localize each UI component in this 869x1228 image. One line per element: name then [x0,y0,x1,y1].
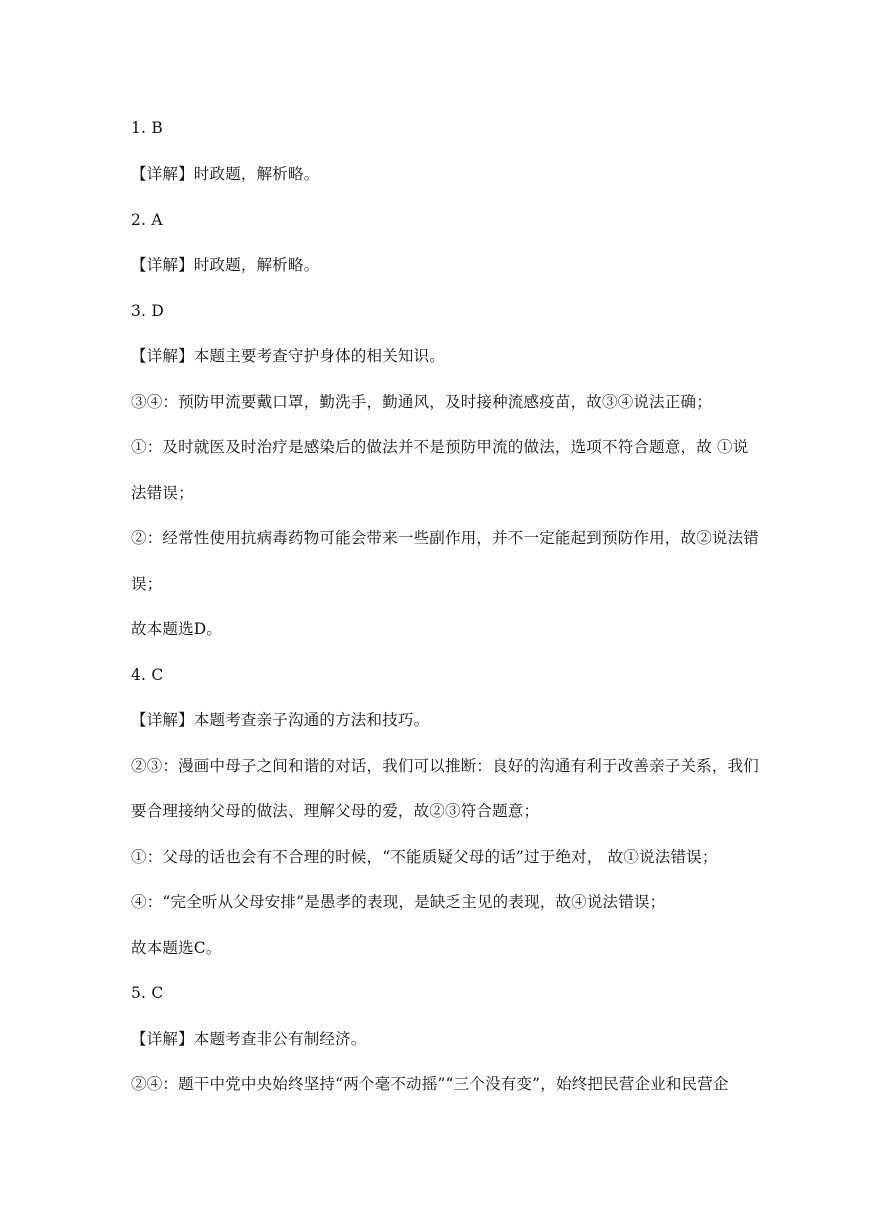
explanation-line: 要合理接纳父母的做法、理解父母的爱，故②③符合题意； [131,802,540,820]
explanation-line: 【详解】本题考查非公有制经济。 [131,1030,367,1048]
answer-number-3: 3. D [131,302,164,320]
explanation-line: 误； [131,575,163,593]
answer-number-1: 1. B [131,119,163,137]
explanation-line: ①：父母的话也会有不合理的时候，“不能质疑父母的话”过于绝对， 故①说法错误； [131,848,718,866]
explanation-line: ③④：预防甲流要戴口罩，勤洗手，勤通风，及时接种流感疫苗，故③④说法正确； [131,393,712,411]
explanation-line: ④：“完全听从父母安排”是愚孝的表现，是缺乏主见的表现，故④说法错误； [131,893,666,911]
explanation-line: ②：经常性使用抗病毒药物可能会带来一些副作用，并不一定能起到预防作用，故②说法错 [131,529,760,547]
answer-number-5: 5. C [131,984,164,1002]
conclusion-line: 故本题选D。 [131,620,223,638]
explanation-line: 【详解】本题考查亲子沟通的方法和技巧。 [131,711,430,729]
conclusion-line: 故本题选C。 [131,939,222,957]
explanation-line: 【详解】本题主要考查守护身体的相关知识。 [131,347,446,365]
explanation-line: 【详解】时政题，解析略。 [131,256,320,274]
answer-number-2: 2. A [131,211,163,229]
explanation-line: 法错误； [131,484,194,502]
explanation-line: 【详解】时政题，解析略。 [131,165,320,183]
explanation-line: ①：及时就医及时治疗是感染后的做法并不是预防甲流的做法，选项不符合题意，故 ①说 [131,438,749,456]
explanation-line: ②④：题干中党中央始终坚持“两个毫不动摇”“三个没有变”，始终把民营企业和民营企 [131,1075,729,1093]
explanation-line: ②③：漫画中母子之间和谐的对话，我们可以推断：良好的沟通有利于改善亲子关系，我们 [131,757,760,775]
answer-number-4: 4. C [131,666,164,684]
